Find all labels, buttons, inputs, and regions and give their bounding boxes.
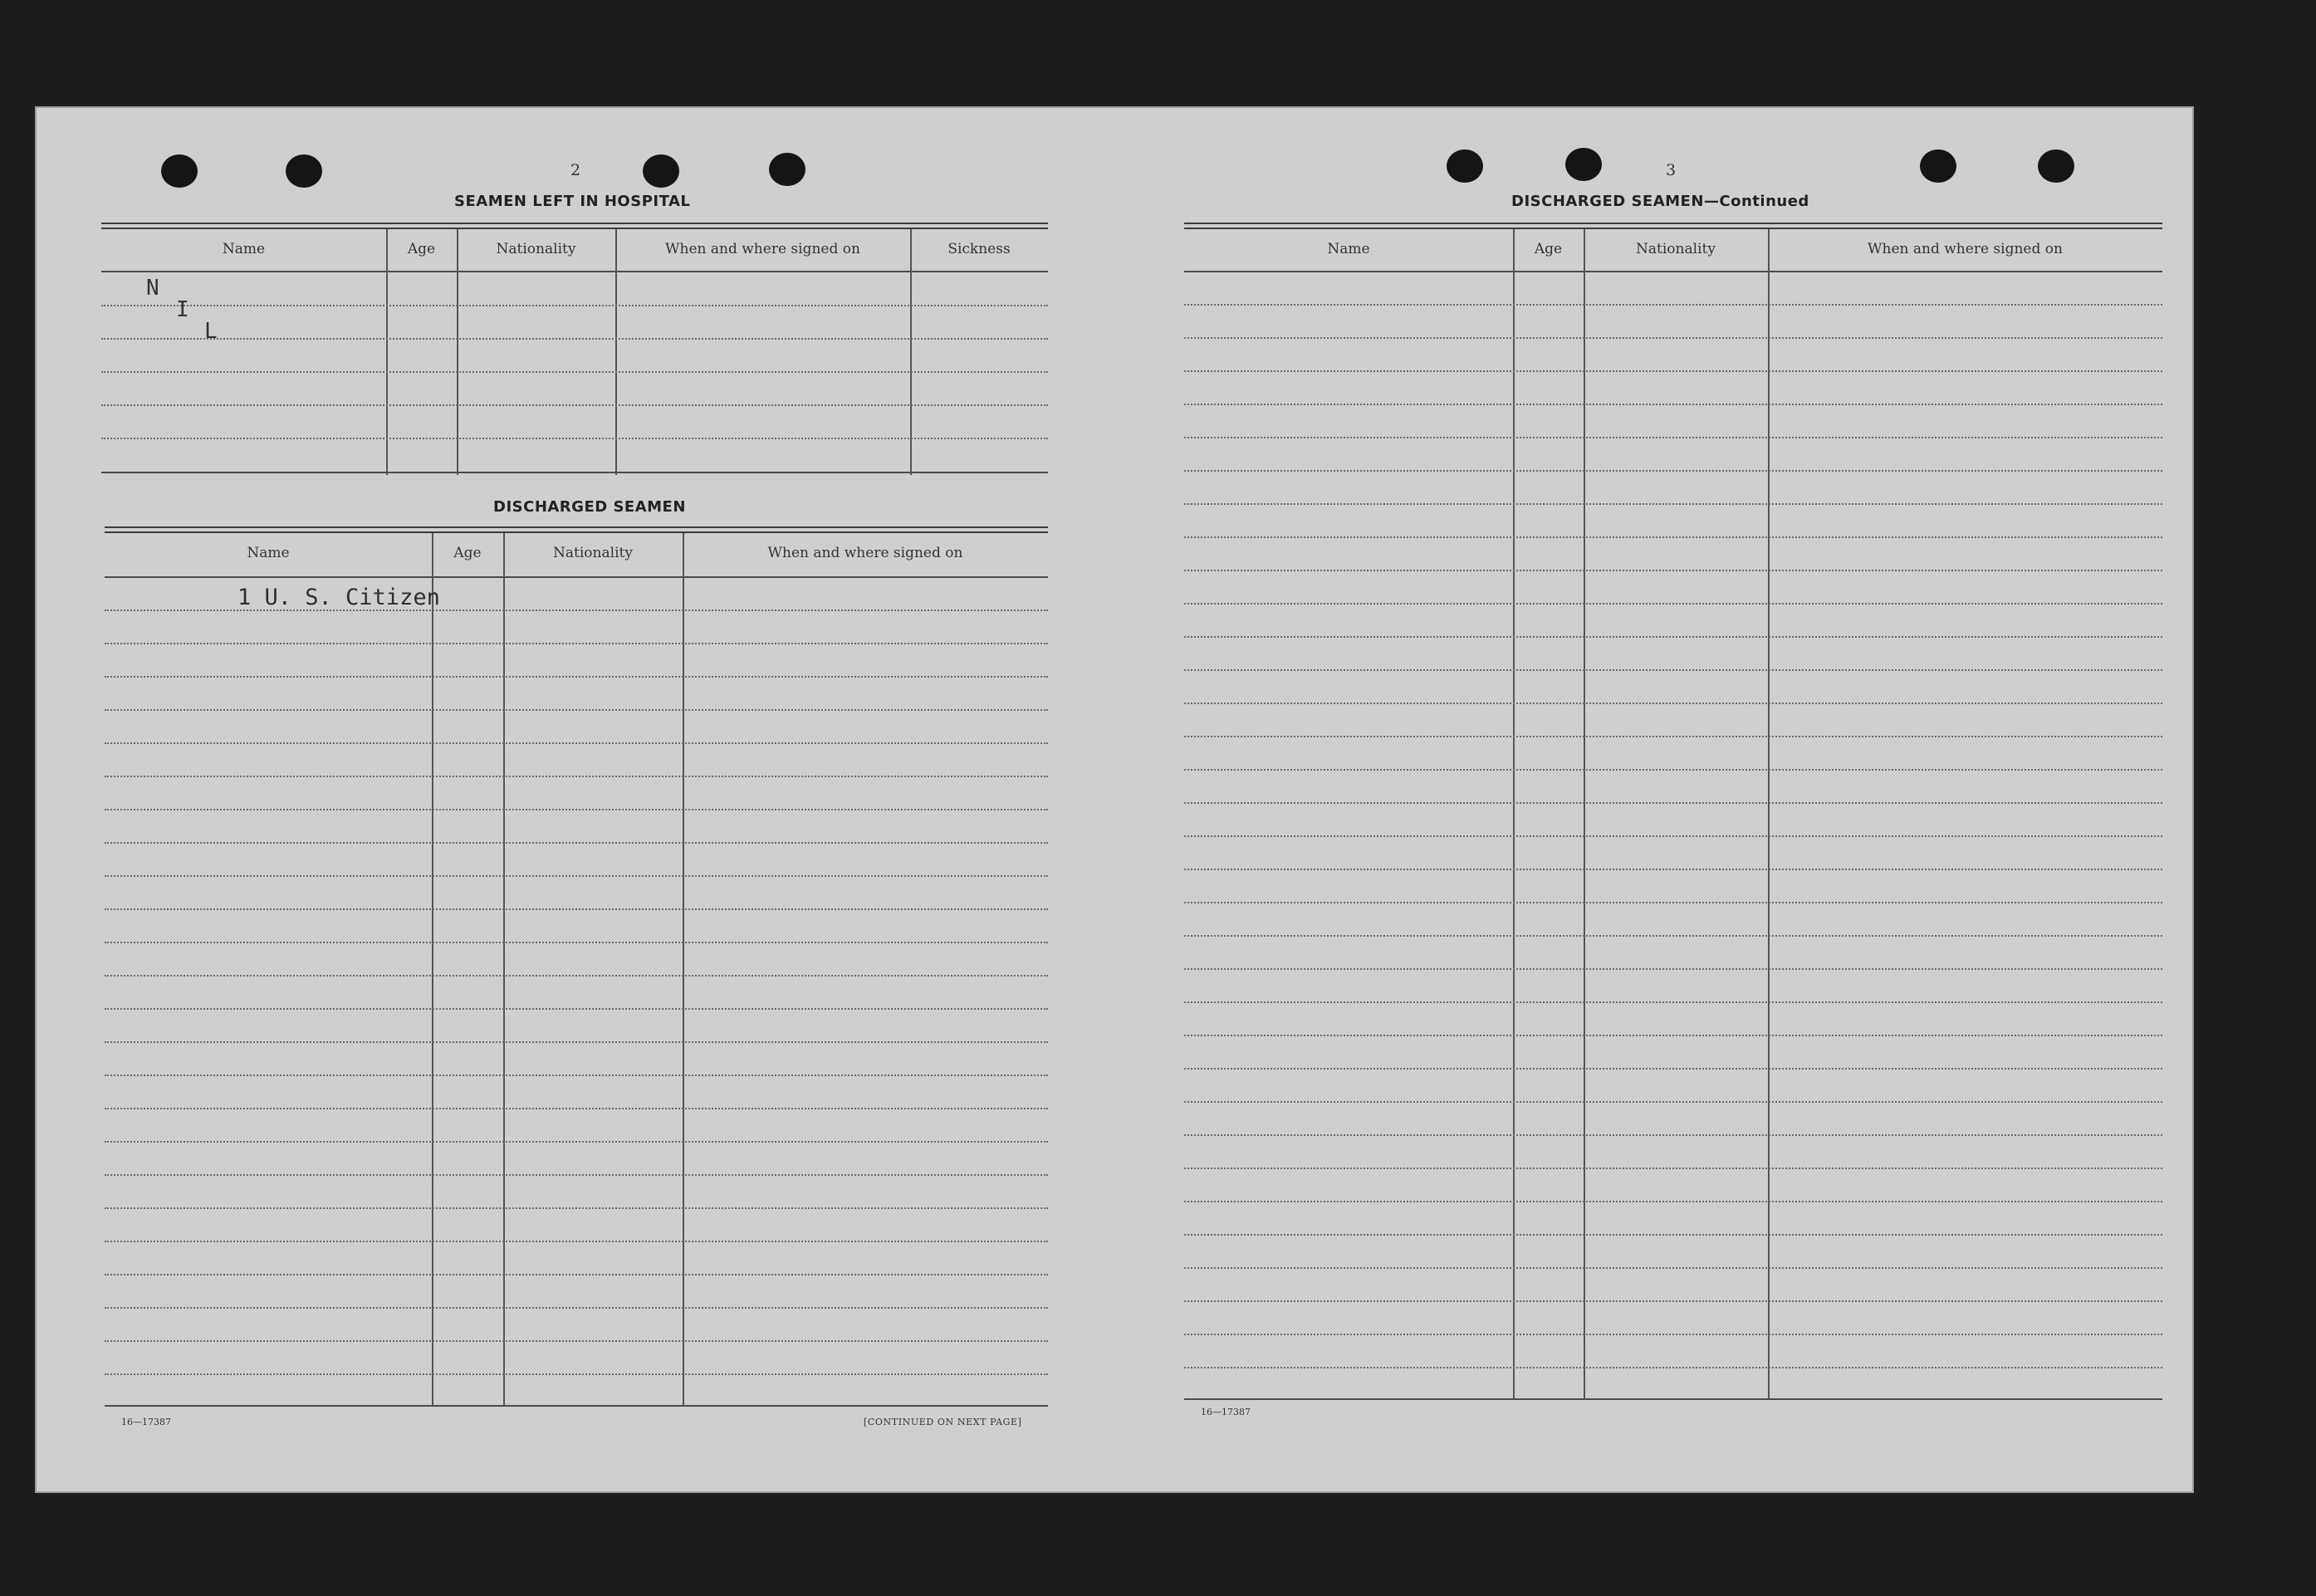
continued-header-signed-on: When and where signed on (1868, 241, 2063, 257)
punch-hole (1565, 148, 1602, 181)
page-number-left: 2 (570, 161, 581, 179)
hospital-section-title: SEAMEN LEFT IN HOSPITAL (454, 193, 691, 210)
discharged-section-title: DISCHARGED SEAMEN (493, 498, 686, 516)
form-number-right: 16—17387 (1201, 1407, 1251, 1417)
ledger-paper (35, 106, 2194, 1493)
discharged-continued-table (1184, 223, 2162, 1510)
discharged-table (105, 526, 1048, 1407)
hospital-table (101, 223, 1048, 475)
hospital-header-sickness: Sickness (947, 241, 1011, 257)
punch-hole (769, 153, 805, 186)
punch-hole (161, 154, 198, 188)
hospital-entry-letter: N (146, 276, 159, 301)
continued-header-name: Name (1327, 241, 1370, 257)
discharged-header-age: Age (453, 545, 482, 561)
punch-hole (1447, 149, 1483, 183)
punch-hole (1920, 149, 1956, 183)
discharged-continued-title: DISCHARGED SEAMEN—Continued (1511, 193, 1809, 210)
discharged-entry: 1 U. S. Citizen (237, 585, 440, 610)
continued-note: [CONTINUED ON NEXT PAGE] (864, 1417, 1022, 1427)
discharged-header-nationality: Nationality (553, 545, 633, 561)
punch-hole (2038, 149, 2074, 183)
page-number-right: 3 (1666, 161, 1677, 179)
form-number-left: 16—17387 (121, 1417, 171, 1427)
hospital-header-signed-on: When and where signed on (665, 241, 860, 257)
punch-hole (643, 154, 679, 188)
hospital-header-name: Name (222, 241, 266, 257)
punch-hole (286, 154, 322, 188)
continued-header-age: Age (1534, 241, 1563, 257)
discharged-header-signed-on: When and where signed on (767, 545, 963, 561)
hospital-entry-letter: I (176, 297, 189, 322)
discharged-header-name: Name (247, 545, 290, 561)
hospital-header-age: Age (407, 241, 436, 257)
hospital-entry-letter: L (204, 319, 218, 344)
continued-header-nationality: Nationality (1636, 241, 1716, 257)
hospital-header-nationality: Nationality (496, 241, 576, 257)
